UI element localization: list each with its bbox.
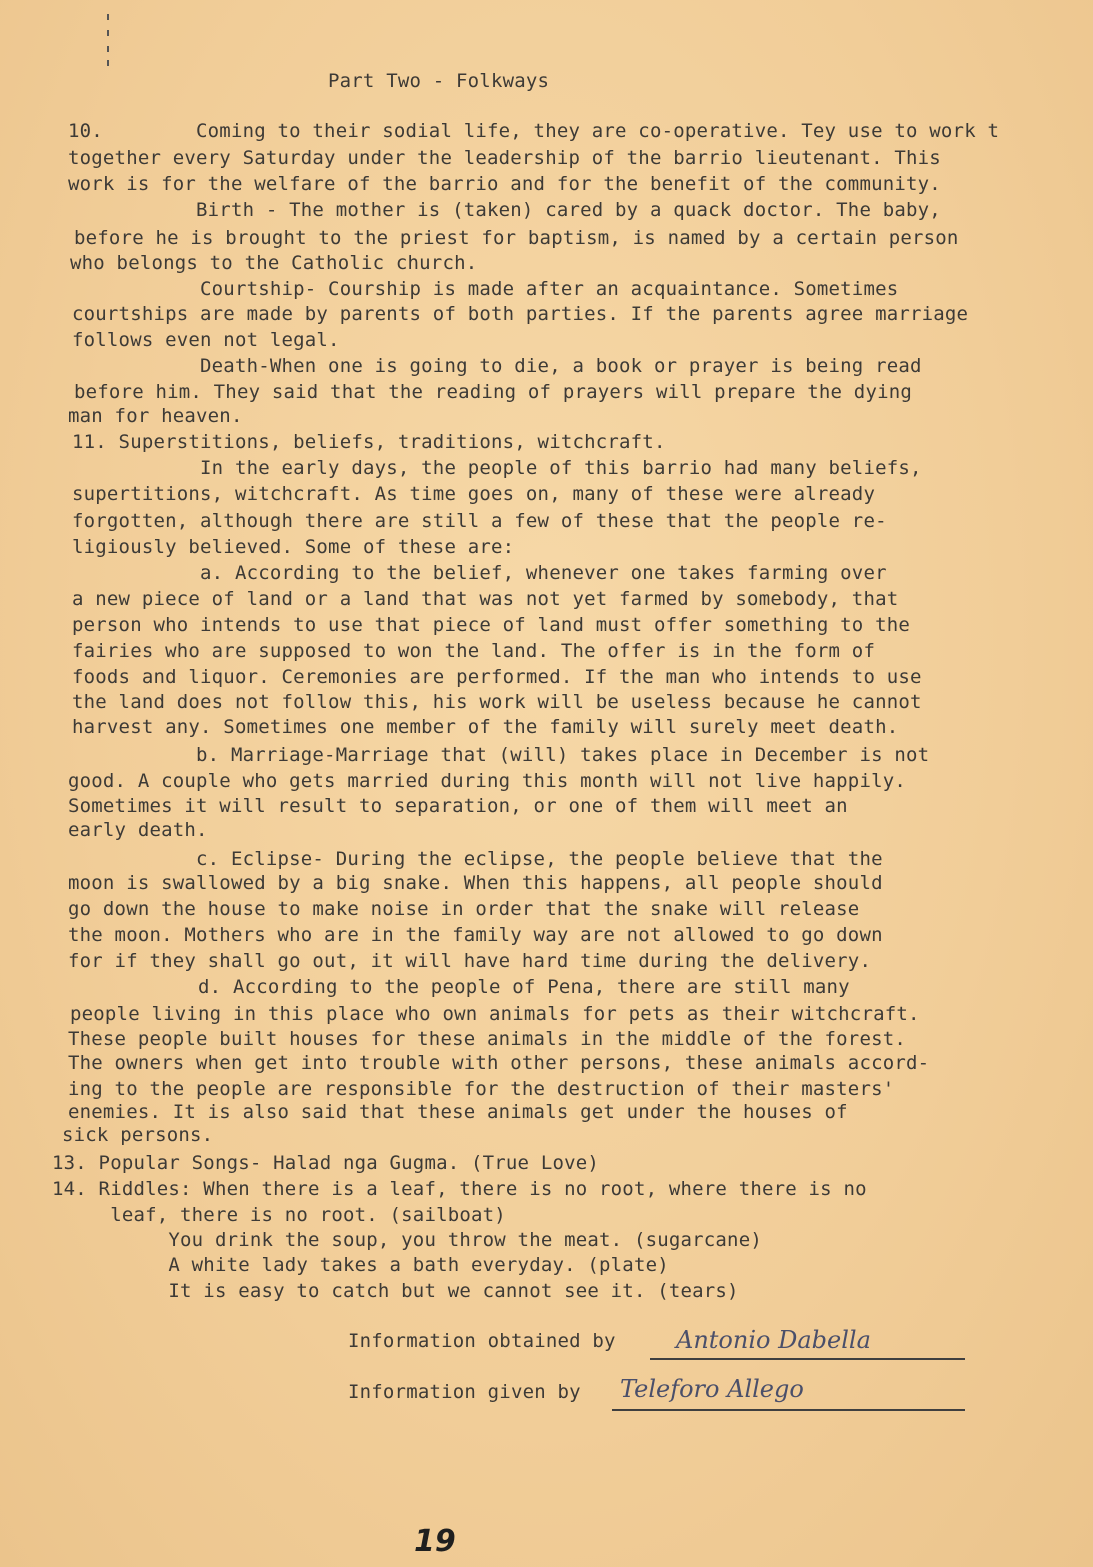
text-line: go down the house to make noise in order that the snake will release	[68, 898, 860, 920]
text-line: harvest any. Sometimes one member of the family will surely meet death.	[72, 716, 899, 738]
text-line: courtships are made by parents of both parties. If the parents agree marriage	[72, 303, 969, 325]
text-line: These people built houses for these animals in the middle of the forest.	[68, 1028, 907, 1050]
text-line: d. According to the people of Pena, there are still many	[70, 976, 850, 998]
text-line: The owners when get into trouble with other persons, these animals accord-	[68, 1052, 930, 1074]
text-line: Death-When one is going to die, a book or prayer is being read	[72, 355, 922, 377]
signature-line	[650, 1358, 965, 1360]
text-line: A white lady takes a bath everyday. (plate)	[52, 1254, 669, 1276]
text-line: the land does not follow this, his work will be useless because he cannot	[72, 691, 922, 713]
text-line: sick persons.	[62, 1124, 214, 1146]
text-line: early death.	[68, 819, 208, 841]
text-line: b. Marriage-Marriage that (will) takes place in December is not	[68, 744, 930, 766]
text-line: people living in this place who own animals for pets as their witchcraft.	[70, 1003, 920, 1025]
text-line: Birth - The mother is (taken) cared by a quack doctor. The baby,	[68, 199, 941, 221]
text-line: ligiously believed. Some of these are:	[72, 536, 515, 558]
text-line: forgotten, although there are still a few of these that the people re-	[72, 510, 887, 532]
text-line: In the early days, the people of this barrio had many beliefs,	[72, 457, 922, 479]
text-line: You drink the soup, you throw the meat. (sugarcane)	[52, 1229, 762, 1251]
text-line: who belongs to the Catholic church.	[70, 252, 478, 274]
text-line: before him. They said that the reading of prayers will prepare the dying	[74, 381, 913, 403]
text-line: enemies. It is also said that these animals get under the houses of	[68, 1101, 848, 1123]
text-line: 13. Popular Songs- Halad nga Gugma. (True Love)	[52, 1152, 600, 1174]
text-line: for if they shall go out, it will have hard time during the delivery.	[68, 950, 872, 972]
given-by-label: Information given by	[348, 1381, 581, 1403]
text-line: the moon. Mothers who are in the family way are not allowed to go down	[68, 924, 883, 946]
text-line: fairies who are supposed to won the land. The offer is in the form of	[72, 640, 876, 662]
text-line: before he is brought to the priest for baptism, is named by a certain person	[74, 227, 959, 249]
text-line: foods and liquor. Ceremonies are performed. If the man who intends to use	[72, 666, 922, 688]
text-line: supertitions, witchcraft. As time goes on, many of these were already	[72, 483, 876, 505]
margin-mark	[107, 14, 109, 20]
text-line: person who intends to use that piece of land must offer something to the	[72, 614, 911, 636]
margin-mark	[107, 60, 109, 66]
text-line: Sometimes it will result to separation, or one of them will meet an	[68, 795, 848, 817]
text-line: leaf, there is no root. (sailboat)	[52, 1204, 506, 1226]
margin-mark	[107, 30, 109, 36]
text-line: together every Saturday under the leadership of the barrio lieutenant. This	[68, 147, 941, 169]
text-line: follows even not legal.	[72, 329, 340, 351]
text-line: 14. Riddles: When there is a leaf, there is no root, where there is no	[52, 1178, 867, 1200]
text-line: c. Eclipse- During the eclipse, the people believe that the	[68, 848, 883, 870]
text-line: man for heaven.	[68, 405, 243, 427]
text-line: a. According to the belief, whenever one takes farming over	[72, 562, 887, 584]
text-line: It is easy to catch but we cannot see it. (tears)	[52, 1280, 739, 1302]
page-title: Part Two - Folkways	[328, 70, 550, 92]
text-line: 10. Coming to their sodial life, they are co-operative. Tey use to work t	[68, 120, 1000, 142]
obtained-by-label: Information obtained by	[348, 1330, 616, 1352]
text-line: 11. Superstitions, beliefs, traditions, witchcraft.	[72, 431, 666, 453]
signature-line	[612, 1409, 965, 1411]
text-line: work is for the welfare of the barrio and for the benefit of the community.	[68, 173, 941, 195]
margin-mark	[107, 46, 109, 52]
page-number: 19	[414, 1524, 456, 1559]
text-line: a new piece of land or a land that was not yet farmed by somebody, that	[72, 588, 899, 610]
given-by-signature: Teleforo Allego	[620, 1375, 804, 1403]
text-line: moon is swallowed by a big snake. When this happens, all people should	[68, 872, 883, 894]
obtained-by-signature: Antonio Dabella	[676, 1326, 871, 1354]
text-line: Courtship- Courship is made after an acquaintance. Sometimes	[72, 278, 899, 300]
text-line: ing to the people are responsible for the destruction of their masters'	[68, 1078, 895, 1100]
text-line: good. A couple who gets married during this month will not live happily.	[68, 770, 907, 792]
